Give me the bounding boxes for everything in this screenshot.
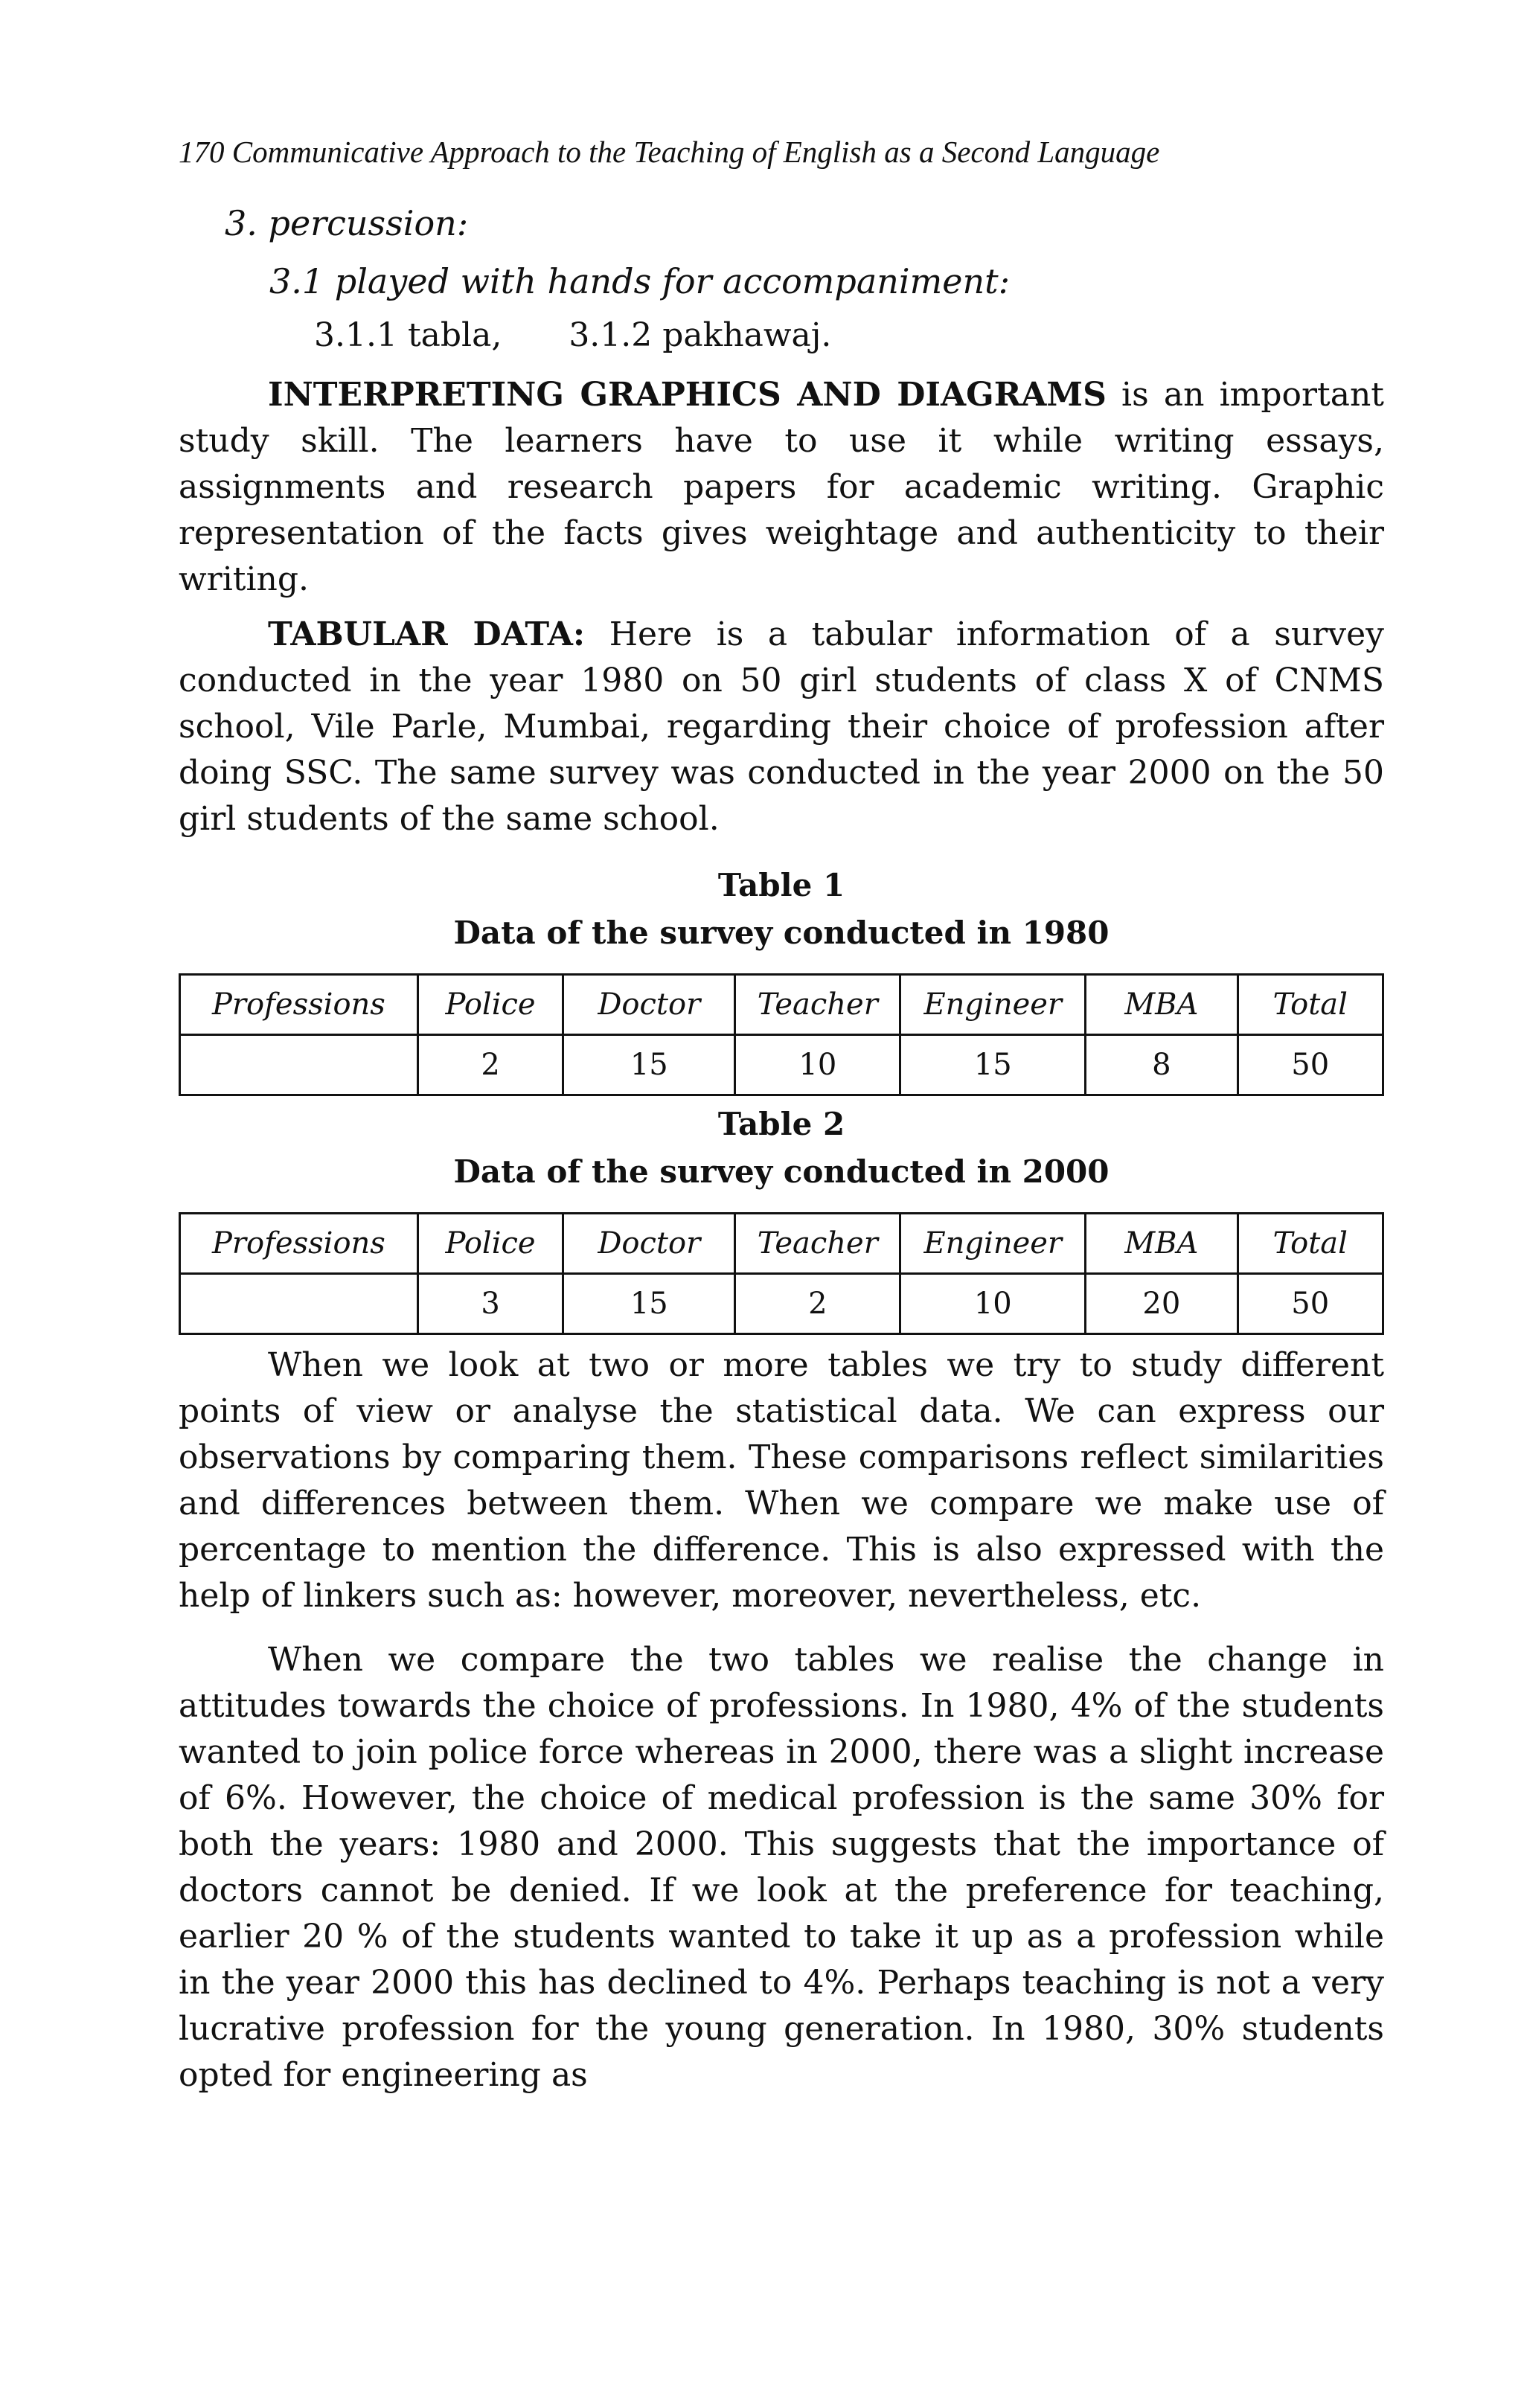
table-header-cell: Total [1238,1214,1383,1274]
table-header-cell: Total [1238,975,1383,1035]
table-header-cell: Engineer [900,975,1086,1035]
table-cell: 2 [417,1035,563,1095]
table-cell: 50 [1238,1274,1383,1334]
table1-subtitle: Data of the survey conducted in 1980 [453,915,1110,951]
table-cell [180,1274,418,1334]
table-cell: 10 [735,1035,900,1095]
document-page [179,134,1384,2098]
table-cell: 15 [900,1035,1086,1095]
paragraph-change-in-attitudes: When we compare the two tables we realise the change in attitudes towards the choice of professions. In 1980, 4% of the students wanted to join police force whereas in 2000, there was a slight increase of 6%. However, the choice of medical profession is the same 30% for both the years: 1980 and 2000. This suggests that the importance of doctors cannot be denied. If we look at the preference for teaching, earlier 20 % of the students wanted to take it up as a profession while in the year 2000 this has declined to 4%. Perhaps teaching is not a very lucrative profession for the young generation. In 1980, 30% students opted for engineering as [179,1641,1384,2094]
table-header-row [180,1214,1383,1274]
table-cell: 15 [563,1035,735,1095]
table-header-cell: Professions [180,975,418,1035]
list-item-played-with-hands: 3.1 played with hands for accompaniment: [269,261,1011,301]
table-header-cell: Teacher [735,975,900,1035]
list-item-instruments [314,313,1384,359]
running-header: 170 Communicative Approach to the Teaching of English as a Second Language [179,135,1160,169]
table-cell: 15 [563,1274,735,1334]
table-row [180,1035,1383,1095]
table-header-cell: Doctor [563,1214,735,1274]
survey-table-2000 [179,1212,1384,1335]
table-cell [180,1035,418,1095]
paragraph-body-text: is an important study skill. The learners have to use it while writing essays, assignments and research papers for academic writing. Graphic representation of the facts gives weightage and authenticity to their writing. [179,376,1384,598]
table-header-cell: Police [417,1214,563,1274]
paragraph-interpreting-graphics [179,372,1384,603]
table-cell: 2 [735,1274,900,1334]
paragraph-tabular-data [179,612,1384,842]
table-row [180,1274,1383,1334]
table-header-cell: Doctor [563,975,735,1035]
table-cell: 8 [1086,1035,1238,1095]
table-header-cell: Teacher [735,1214,900,1274]
table-header-cell: Engineer [900,1214,1086,1274]
paragraph-lead-heading: INTERPRETING GRAPHICS AND DIAGRAMS [268,376,1107,414]
table-cell: 20 [1086,1274,1238,1334]
table-header-cell: MBA [1086,975,1238,1035]
list-item-pakhawaj: 3.1.2 pakhawaj. [569,316,832,354]
paragraph-comparing-tables: When we look at two or more tables we try to study different points of view or analyse the statistical data. We can express our observations by comparing them. These comparisons reflect similarities and differences between them. When we compare we make use of percentage to mention the difference. This is also expressed with the help of linkers such as: however, moreover, nevertheless, etc. [179,1346,1384,1615]
table-header-cell: MBA [1086,1214,1238,1274]
survey-table-1980 [179,973,1384,1096]
table-header-row [180,975,1383,1035]
table2-subtitle: Data of the survey conducted in 2000 [453,1153,1110,1190]
table1-title: Table 1 [717,867,845,903]
table-header-cell: Professions [180,1214,418,1274]
table-cell: 10 [900,1274,1086,1334]
paragraph-body-text: Here is a tabular information of a survey conducted in the year 1980 on 50 girl students of class X of CNMS school, Vile Parle, Mumbai, regarding their choice of profession after doing SSC. The same survey was conducted in the year 2000 on the 50 girl students of the same school. [179,615,1384,838]
table-header-cell: Police [417,975,563,1035]
table-cell: 50 [1238,1035,1383,1095]
table2-title: Table 2 [717,1106,845,1142]
paragraph-lead-heading: TABULAR DATA: [268,615,586,653]
table-cell: 3 [417,1274,563,1334]
list-item-percussion: 3. percussion: [225,203,469,243]
list-item-tabla: 3.1.1 tabla, [314,316,502,354]
